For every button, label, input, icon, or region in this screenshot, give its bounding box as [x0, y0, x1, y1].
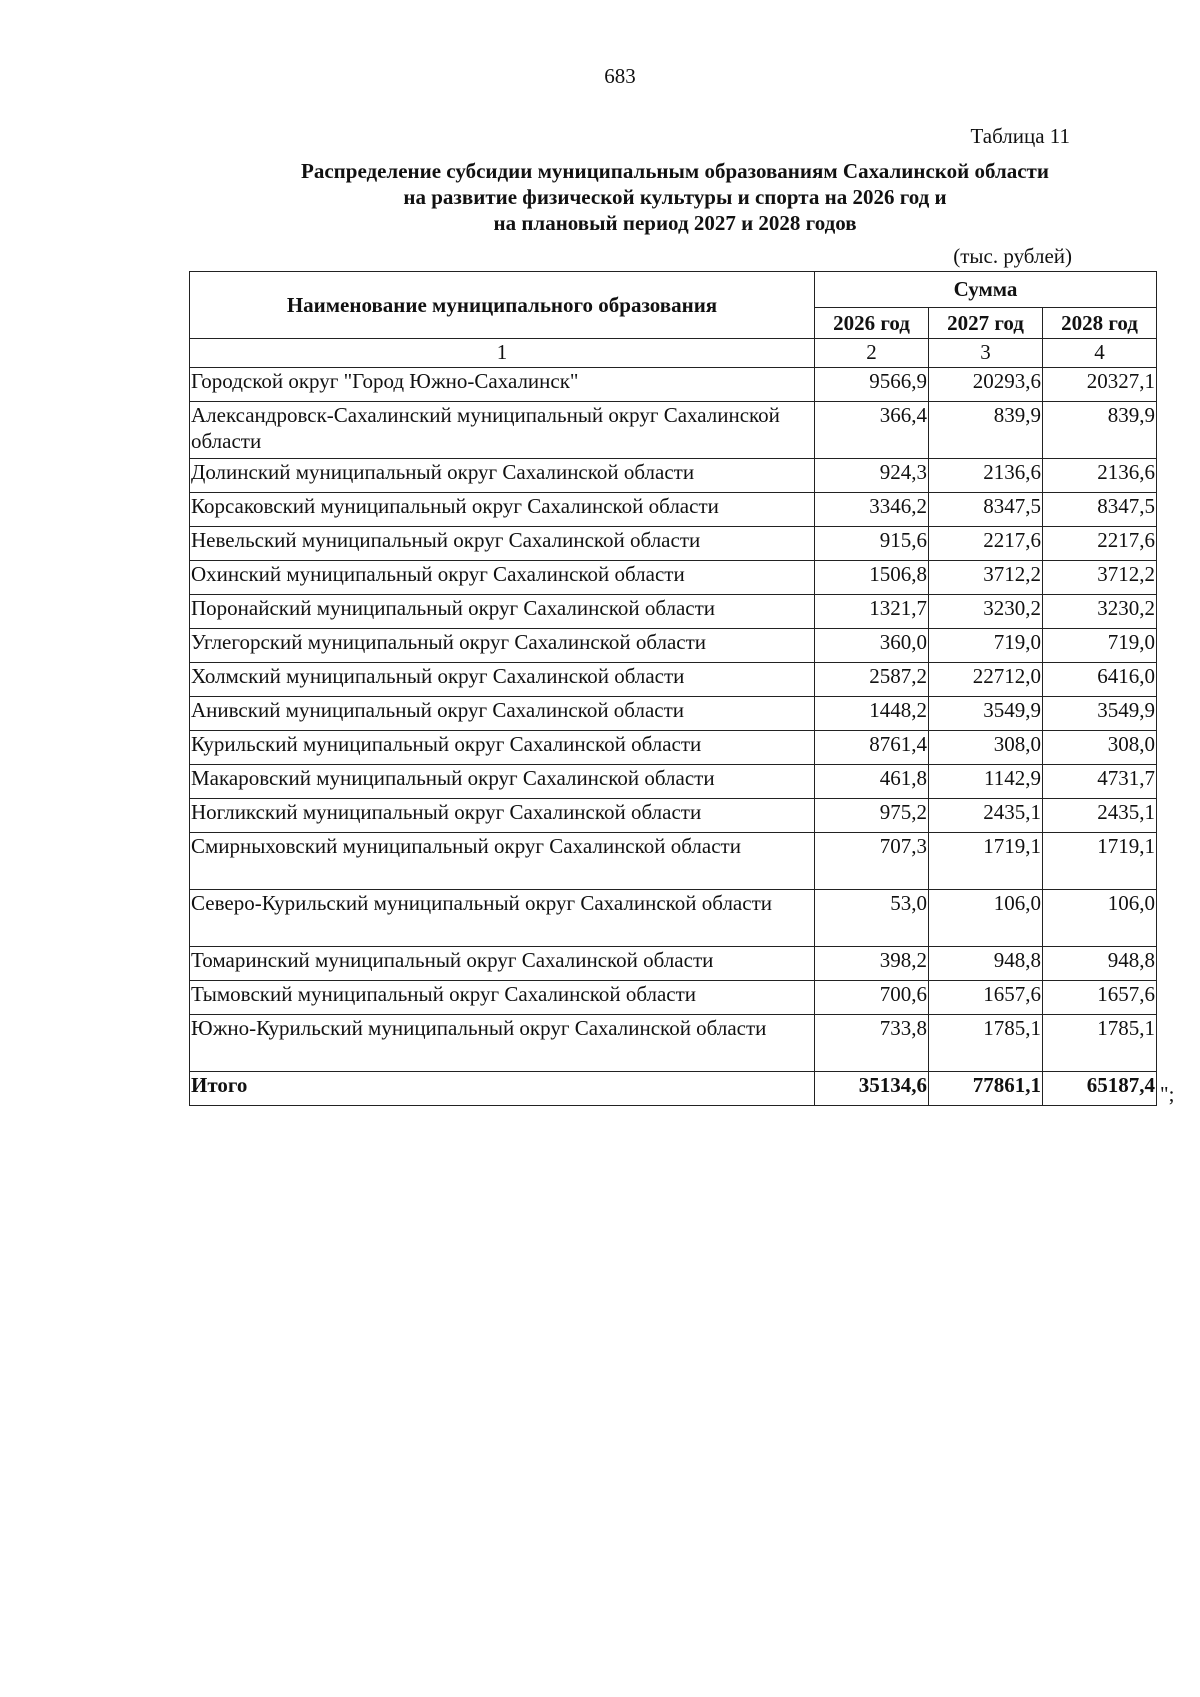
header-year-2026: 2026 год [815, 307, 929, 338]
municipality-name-cell: Смирныховский муниципальный округ Сахалинской области [190, 833, 815, 890]
value-2028-cell: 948,8 [1043, 947, 1157, 981]
value-2028-cell: 20327,1 [1043, 368, 1157, 402]
value-2027-cell: 2217,6 [929, 527, 1043, 561]
value-2026-cell: 398,2 [815, 947, 929, 981]
value-2027-cell: 20293,6 [929, 368, 1043, 402]
total-label-cell: Итого [190, 1072, 815, 1106]
table-body [190, 368, 1157, 1106]
title-line: на развитие физической культуры и спорта на 2026 год и [403, 185, 947, 209]
municipality-name-cell: Охинский муниципальный округ Сахалинской области [190, 561, 815, 595]
header-municipality-name: Наименование муниципального образования [190, 272, 815, 339]
value-2028-cell: 3549,9 [1043, 697, 1157, 731]
value-2026-cell: 975,2 [815, 799, 929, 833]
total-row [190, 1072, 1157, 1106]
page-number: 683 [604, 64, 636, 88]
column-number: 3 [929, 339, 1043, 368]
municipality-name-cell: Долинский муниципальный округ Сахалинской области [190, 459, 815, 493]
municipality-name-cell: Ногликский муниципальный округ Сахалинской области [190, 799, 815, 833]
value-2028-cell: 6416,0 [1043, 663, 1157, 697]
value-2026-cell: 733,8 [815, 1015, 929, 1072]
value-2027-cell: 8347,5 [929, 493, 1043, 527]
value-2028-cell: 3230,2 [1043, 595, 1157, 629]
table-row [190, 493, 1157, 527]
value-2028-cell: 839,9 [1043, 402, 1157, 459]
value-2027-cell: 106,0 [929, 890, 1043, 947]
column-number-row [190, 339, 1157, 368]
table-row [190, 561, 1157, 595]
total-2027-cell: 77861,1 [929, 1072, 1043, 1106]
municipality-name-cell: Невельский муниципальный округ Сахалинской области [190, 527, 815, 561]
total-2026-cell: 35134,6 [815, 1072, 929, 1106]
table-row [190, 663, 1157, 697]
value-2027-cell: 3549,9 [929, 697, 1043, 731]
value-2026-cell: 1506,8 [815, 561, 929, 595]
value-2026-cell: 707,3 [815, 833, 929, 890]
municipality-name-cell: Анивский муниципальный округ Сахалинской области [190, 697, 815, 731]
municipality-name-cell: Корсаковский муниципальный округ Сахалинской области [190, 493, 815, 527]
title-line: на плановый период 2027 и 2028 годов [493, 211, 857, 235]
header-sum: Сумма [815, 272, 1157, 308]
value-2026-cell: 53,0 [815, 890, 929, 947]
value-2026-cell: 700,6 [815, 981, 929, 1015]
municipality-name-cell: Поронайский муниципальный округ Сахалинской области [190, 595, 815, 629]
table-row [190, 527, 1157, 561]
table-row [190, 697, 1157, 731]
value-2026-cell: 1321,7 [815, 595, 929, 629]
column-number: 4 [1043, 339, 1157, 368]
value-2028-cell: 719,0 [1043, 629, 1157, 663]
table-row [190, 368, 1157, 402]
municipality-name-cell: Холмский муниципальный округ Сахалинской области [190, 663, 815, 697]
table-row [190, 890, 1157, 947]
municipality-name-cell: Курильский муниципальный округ Сахалинской области [190, 731, 815, 765]
municipality-name-cell: Макаровский муниципальный округ Сахалинской области [190, 765, 815, 799]
table-label: Таблица 11 [970, 124, 1070, 148]
value-2026-cell: 461,8 [815, 765, 929, 799]
municipality-name-cell: Тымовский муниципальный округ Сахалинской области [190, 981, 815, 1015]
table-row [190, 731, 1157, 765]
table-row [190, 402, 1157, 459]
table-row [190, 833, 1157, 890]
subsidy-table [189, 271, 1157, 1106]
municipality-name-cell: Углегорский муниципальный округ Сахалинской области [190, 629, 815, 663]
value-2028-cell: 1785,1 [1043, 1015, 1157, 1072]
value-2026-cell: 915,6 [815, 527, 929, 561]
value-2028-cell: 2217,6 [1043, 527, 1157, 561]
column-number: 2 [815, 339, 929, 368]
table-row [190, 799, 1157, 833]
value-2027-cell: 3712,2 [929, 561, 1043, 595]
value-2028-cell: 2136,6 [1043, 459, 1157, 493]
value-2028-cell: 8347,5 [1043, 493, 1157, 527]
value-2027-cell: 1719,1 [929, 833, 1043, 890]
value-2026-cell: 3346,2 [815, 493, 929, 527]
value-2028-cell: 2435,1 [1043, 799, 1157, 833]
value-2026-cell: 1448,2 [815, 697, 929, 731]
value-2027-cell: 22712,0 [929, 663, 1043, 697]
value-2028-cell: 1657,6 [1043, 981, 1157, 1015]
table-row [190, 1015, 1157, 1072]
value-2027-cell: 3230,2 [929, 595, 1043, 629]
units-label: (тыс. рублей) [953, 244, 1072, 268]
municipality-name-cell: Городской округ "Город Южно-Сахалинск" [190, 368, 815, 402]
title-line: Распределение субсидии муниципальным образованиям Сахалинской области [301, 159, 1049, 183]
value-2027-cell: 308,0 [929, 731, 1043, 765]
municipality-name-cell: Южно-Курильский муниципальный округ Сахалинской области [190, 1015, 815, 1072]
document-title [190, 158, 1160, 236]
value-2026-cell: 9566,9 [815, 368, 929, 402]
value-2027-cell: 2136,6 [929, 459, 1043, 493]
value-2026-cell: 360,0 [815, 629, 929, 663]
municipality-name-cell: Александровск-Сахалинский муниципальный округ Сахалинской области [190, 402, 815, 459]
table-row [190, 947, 1157, 981]
table-row [190, 629, 1157, 663]
municipality-name-cell: Северо-Курильский муниципальный округ Сахалинской области [190, 890, 815, 947]
header-year-2027: 2027 год [929, 307, 1043, 338]
value-2027-cell: 948,8 [929, 947, 1043, 981]
table-row [190, 595, 1157, 629]
value-2027-cell: 1657,6 [929, 981, 1043, 1015]
value-2026-cell: 8761,4 [815, 731, 929, 765]
value-2026-cell: 366,4 [815, 402, 929, 459]
value-2028-cell: 308,0 [1043, 731, 1157, 765]
value-2028-cell: 4731,7 [1043, 765, 1157, 799]
table-row [190, 981, 1157, 1015]
value-2028-cell: 1719,1 [1043, 833, 1157, 890]
value-2028-cell: 3712,2 [1043, 561, 1157, 595]
table-row [190, 459, 1157, 493]
value-2027-cell: 839,9 [929, 402, 1043, 459]
header-year-2028: 2028 год [1043, 307, 1157, 338]
value-2028-cell: 106,0 [1043, 890, 1157, 947]
value-2026-cell: 2587,2 [815, 663, 929, 697]
value-2026-cell: 924,3 [815, 459, 929, 493]
value-2027-cell: 1142,9 [929, 765, 1043, 799]
value-2027-cell: 1785,1 [929, 1015, 1043, 1072]
value-2027-cell: 719,0 [929, 629, 1043, 663]
total-2028-cell: 65187,4 [1043, 1072, 1157, 1106]
table-row [190, 765, 1157, 799]
municipality-name-cell: Томаринский муниципальный округ Сахалинской области [190, 947, 815, 981]
value-2027-cell: 2435,1 [929, 799, 1043, 833]
closing-quote: "; [1160, 1082, 1175, 1106]
column-number: 1 [190, 339, 815, 368]
